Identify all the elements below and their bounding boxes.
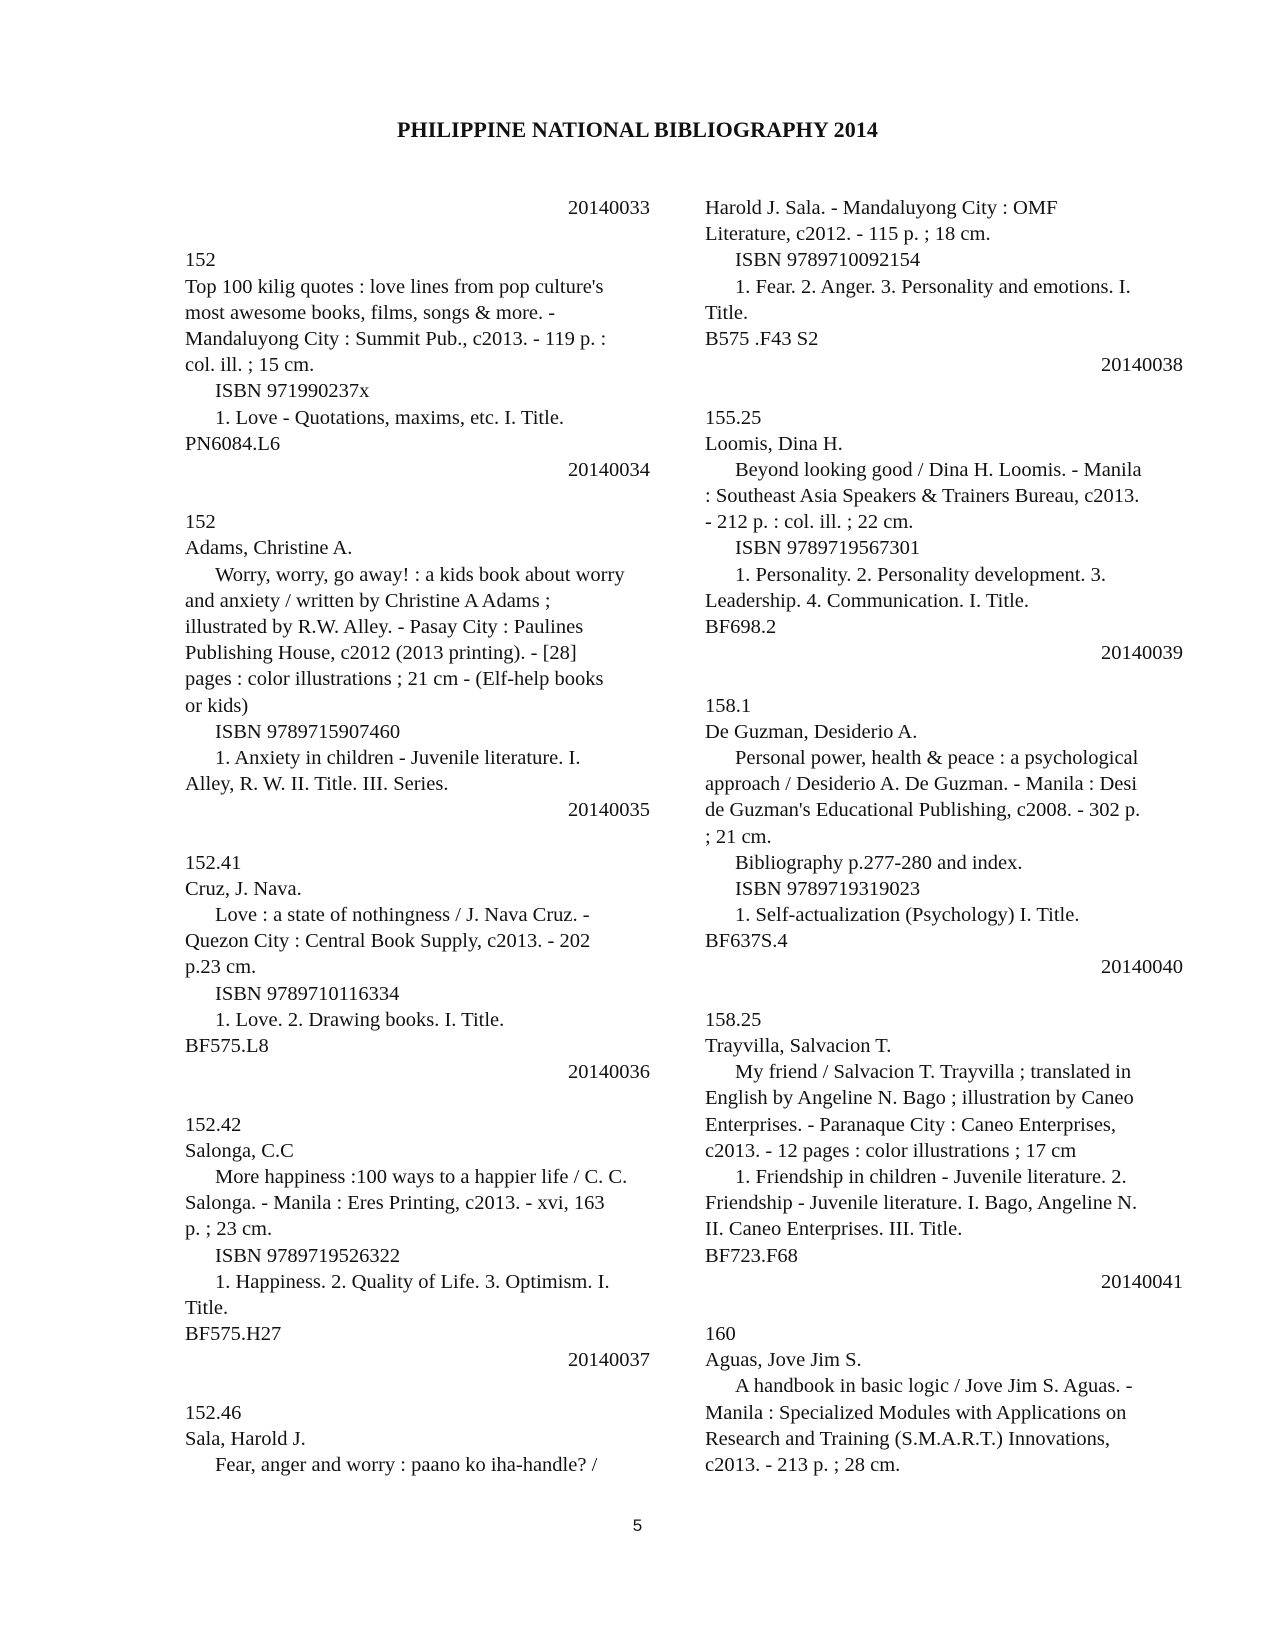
entry-line: 152.41 <box>185 851 242 874</box>
entry-line: de Guzman's Educational Publishing, c2008. - 302 p. <box>705 799 1141 822</box>
record-number: 20140039 <box>1101 642 1183 665</box>
entry-line: A handbook in basic logic / Jove Jim S. Aguas. - <box>735 1375 1133 1398</box>
entry-line: My friend / Salvacion T. Trayvilla ; translated in <box>735 1061 1132 1084</box>
entry-line: More happiness :100 ways to a happier life / C. C. <box>215 1165 628 1188</box>
entry-line: Salonga, C.C <box>185 1139 294 1162</box>
record-number: 20140038 <box>1101 354 1183 377</box>
entry-line: c2013. - 12 pages : color illustrations ; 17 cm <box>705 1139 1077 1162</box>
record-number: 20140040 <box>1101 956 1183 979</box>
entry-line: ISBN 9789710116334 <box>215 982 400 1005</box>
page-number: 5 <box>632 1516 643 1535</box>
entry-line: BF637S.4 <box>705 930 788 953</box>
entry-line: 155.25 <box>705 406 762 429</box>
entry-line: 152 <box>185 511 216 534</box>
entry-spacer <box>185 1373 650 1399</box>
entry-line: Enterprises. - Paranaque City : Caneo Enterprises, <box>705 1113 1117 1136</box>
page-title: PHILIPPINE NATIONAL BIBLIOGRAPHY 2014 <box>396 117 879 142</box>
entry-line: Publishing House, c2012 (2013 printing). - [28] <box>185 642 577 665</box>
record-number: 20140037 <box>568 1349 650 1372</box>
entry-line: p.23 cm. <box>185 956 257 979</box>
entry-line: 1. Self-actualization (Psychology) I. Title. <box>735 904 1080 927</box>
entry-line: - 212 p. : col. ill. ; 22 cm. <box>705 511 914 534</box>
entry-line: PN6084.L6 <box>185 432 281 455</box>
entry-line: Trayvilla, Salvacion T. <box>705 1035 892 1057</box>
entry-line: 160 <box>705 1323 736 1346</box>
entry-spacer <box>185 221 650 247</box>
entry-line: ISBN 9789715907460 <box>215 720 401 743</box>
entry-spacer <box>185 483 650 509</box>
entry-line: Quezon City : Central Book Supply, c2013. - 202 <box>185 930 591 953</box>
entry-line: or kids) <box>185 694 249 717</box>
entry-spacer <box>705 666 1183 692</box>
entry-line: and anxiety / written by Christine A Adams ; <box>185 589 551 612</box>
entry-line: 1. Love - Quotations, maxims, etc. I. Title. <box>215 406 565 429</box>
entry-line: Adams, Christine A. <box>185 537 353 560</box>
entry-line: ISBN 9789719526322 <box>215 1244 401 1267</box>
entry-line: 152.42 <box>185 1113 242 1136</box>
record-number: 20140034 <box>568 458 650 481</box>
record-number: 20140035 <box>568 799 650 822</box>
entry-line: most awesome books, films, songs & more. - <box>185 301 556 324</box>
entry-line: Aguas, Jove Jim S. <box>705 1349 862 1372</box>
record-number: 20140041 <box>1101 1270 1183 1293</box>
entry-line: ISBN 9789710092154 <box>735 249 921 272</box>
entry-line: Friendship - Juvenile literature. I. Bago, Angeline N. <box>705 1192 1138 1215</box>
entry-line: Sala, Harold J. <box>185 1427 306 1450</box>
entry-line: pages : color illustrations ; 21 cm - (Elf-help books <box>185 668 604 691</box>
entry-line: ISBN 971990237x <box>215 380 370 403</box>
entry-line: Title. <box>185 1296 229 1319</box>
entry-line: col. ill. ; 15 cm. <box>185 354 315 377</box>
entry-line: BF575.L8 <box>185 1035 269 1057</box>
entry-line: De Guzman, Desiderio A. <box>705 720 918 743</box>
entry-line: II. Caneo Enterprises. III. Title. <box>705 1218 963 1241</box>
entry-line: 1. Personality. 2. Personality development. 3. <box>735 563 1107 586</box>
entry-line: B575 .F43 S2 <box>705 327 819 350</box>
entry-line: c2013. - 213 p. ; 28 cm. <box>705 1454 901 1476</box>
entry-line: 1. Love. 2. Drawing books. I. Title. <box>215 1008 505 1031</box>
entry-line: 152.46 <box>185 1401 242 1424</box>
entry-line: Beyond looking good / Dina H. Loomis. - Manila <box>735 458 1142 481</box>
entry-line: 1. Anxiety in children - Juvenile literature. I. <box>215 746 581 769</box>
entry-spacer <box>185 1085 650 1111</box>
entry-line: : Southeast Asia Speakers & Trainers Bureau, c2013. <box>705 485 1140 508</box>
entry-line: Salonga. - Manila : Eres Printing, c2013. - xvi, 163 <box>185 1192 605 1215</box>
record-number: 20140033 <box>568 197 650 219</box>
entry-line: approach / Desiderio A. De Guzman. - Manila : Desi <box>705 773 1138 796</box>
entry-line: Title. <box>705 301 749 324</box>
entry-spacer <box>705 1295 1183 1321</box>
entry-line: Literature, c2012. - 115 p. ; 18 cm. <box>705 223 991 246</box>
right-column <box>705 195 1183 1478</box>
entry-line: BF575.H27 <box>185 1323 282 1346</box>
entry-line: Love : a state of nothingness / J. Nava Cruz. - <box>215 904 590 927</box>
entry-line: Worry, worry, go away! : a kids book about worry <box>215 563 625 586</box>
entry-line: Loomis, Dina H. <box>705 432 843 455</box>
entry-line: Cruz, J. Nava. <box>185 877 302 900</box>
entry-line: BF723.F68 <box>705 1244 798 1267</box>
left-column <box>185 195 650 1478</box>
entry-line: 158.1 <box>705 694 752 717</box>
entry-line: Personal power, health & peace : a psychological <box>735 746 1139 769</box>
entry-line: illustrated by R.W. Alley. - Pasay City : Paulines <box>185 616 584 638</box>
entry-line: p. ; 23 cm. <box>185 1218 273 1241</box>
entry-line: Leadership. 4. Communication. I. Title. <box>705 589 1029 612</box>
entry-line: Top 100 kilig quotes : love lines from pop culture's <box>185 275 604 298</box>
entry-line: 1. Fear. 2. Anger. 3. Personality and emotions. I. <box>735 275 1131 298</box>
record-number: 20140036 <box>568 1061 650 1084</box>
entry-line: 158.25 <box>705 1008 762 1031</box>
entry-line: ; 21 cm. <box>705 825 772 848</box>
entry-line: Mandaluyong City : Summit Pub., c2013. - 119 p. : <box>185 327 607 350</box>
entry-line: Alley, R. W. II. Title. III. Series. <box>185 773 449 796</box>
entry-spacer <box>705 378 1183 404</box>
entry-line: Research and Training (S.M.A.R.T.) Innovations, <box>705 1427 1111 1450</box>
entry-line: Fear, anger and worry : paano ko iha-handle? / <box>215 1454 598 1476</box>
entry-spacer <box>705 981 1183 1007</box>
entry-line: Manila : Specialized Modules with Applications on <box>705 1401 1127 1424</box>
entry-line: Harold J. Sala. - Mandaluyong City : OMF <box>705 197 1058 219</box>
entry-line: 152 <box>185 249 216 272</box>
entry-line: ISBN 9789719567301 <box>735 537 921 560</box>
entry-line: 1. Friendship in children - Juvenile literature. 2. <box>735 1165 1127 1188</box>
entry-line: 1. Happiness. 2. Quality of Life. 3. Optimism. I. <box>215 1270 610 1293</box>
entry-line: English by Angeline N. Bago ; illustration by Caneo <box>705 1087 1134 1110</box>
entry-line: BF698.2 <box>705 616 777 638</box>
entry-line: ISBN 9789719319023 <box>735 877 921 900</box>
entry-spacer <box>185 824 650 850</box>
entry-line: Bibliography p.277-280 and index. <box>735 851 1023 874</box>
